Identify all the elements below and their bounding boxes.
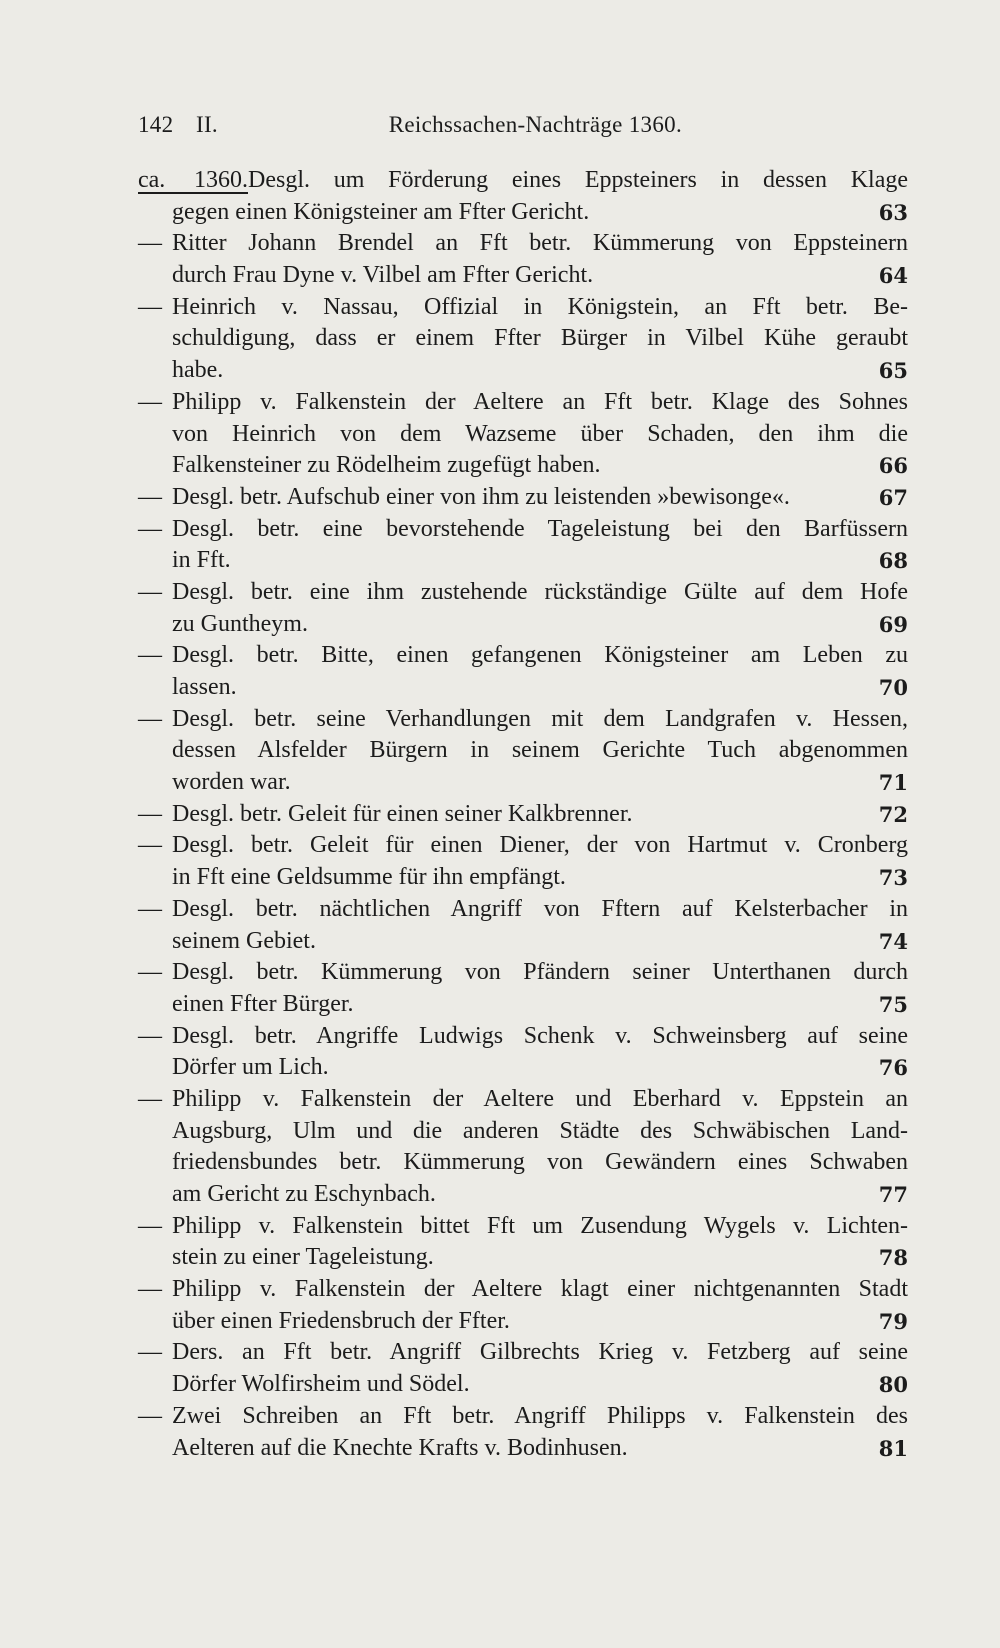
entry-text: durch Frau Dyne v. Vilbel am Ffter Gericht. <box>172 262 594 289</box>
entry-dash: — <box>138 1276 162 1303</box>
entry-line <box>138 197 908 229</box>
entry-number: 71 <box>878 770 908 796</box>
entry-text: einen Ffter Bürger. <box>172 990 354 1017</box>
register-entry <box>138 228 908 291</box>
entry-text: Ders. an Fft betr. Angriff Gilbrechts Krieg v. Fetzberg auf seine <box>172 1339 908 1366</box>
entry-number: 78 <box>878 1245 908 1271</box>
entry-text: stein zu einer Tageleistung. <box>172 1244 434 1271</box>
entry-line <box>138 1274 908 1306</box>
entry-line <box>138 482 908 514</box>
register-entry <box>138 830 908 893</box>
entry-line <box>138 1433 908 1465</box>
entry-line <box>138 260 908 292</box>
entry-line <box>138 767 908 799</box>
entry-line <box>138 165 908 197</box>
entry-text: in Fft. <box>172 547 231 574</box>
entry-text: Heinrich v. Nassau, Offizial in Königstein, an Fft betr. Be- <box>172 293 908 320</box>
entry-text: in Fft eine Geldsumme für ihn empfängt. <box>172 864 566 891</box>
register-entry <box>138 1337 908 1400</box>
entry-line <box>138 577 908 609</box>
entry-dash: — <box>138 578 162 605</box>
entry-text: habe. <box>172 357 224 384</box>
entry-line <box>138 989 908 1021</box>
entry-dash: — <box>138 705 162 732</box>
entry-dash: — <box>138 515 162 542</box>
entry-text: Augsburg, Ulm und die anderen Städte des Schwäbischen Land- <box>172 1117 908 1144</box>
register-entry <box>138 894 908 957</box>
entry-line <box>138 640 908 672</box>
entry-text: Philipp v. Falkenstein der Aeltere klagt einer nichtgenannten Stadt <box>172 1276 908 1303</box>
entry-line <box>138 1147 908 1179</box>
entry-text: seinem Gebiet. <box>172 927 316 954</box>
register-entry <box>138 1211 908 1274</box>
entry-text: Desgl. betr. seine Verhandlungen mit dem Landgrafen v. Hessen, <box>172 705 908 732</box>
entry-line <box>138 387 908 419</box>
entry-text: Desgl. betr. eine ihm zustehende rückständige Gülte auf dem Hofe <box>172 578 908 605</box>
entry-dash: — <box>138 1402 162 1429</box>
entry-text: Philipp v. Falkenstein der Aeltere und Eberhard v. Eppstein an <box>172 1085 908 1112</box>
entry-dash: — <box>138 1085 162 1112</box>
entry-line <box>138 672 908 704</box>
entry-text: Desgl. betr. Kümmerung von Pfändern seiner Unterthanen durch <box>172 959 908 986</box>
entry-line <box>138 1052 908 1084</box>
register-entry <box>138 1021 908 1084</box>
entry-line <box>138 735 908 767</box>
entry-dash: — <box>138 895 162 922</box>
entry-dash: — <box>138 230 162 257</box>
entry-number: 77 <box>878 1182 908 1207</box>
entry-line <box>138 830 908 862</box>
entry-line <box>138 704 908 736</box>
entry-number: 81 <box>878 1435 908 1461</box>
entry-text: Desgl. betr. Geleit für einen seiner Kalkbrenner. <box>172 800 633 827</box>
entry-line <box>138 292 908 324</box>
entry-line <box>138 862 908 894</box>
entry-text: Dörfer Wolfirsheim und Södel. <box>172 1371 470 1398</box>
running-title: Reichssachen-Nachträge 1360. <box>388 112 682 137</box>
entry-line <box>138 228 908 260</box>
page-number: 142 <box>138 112 174 137</box>
entry-number: 69 <box>878 611 908 637</box>
entry-text: Aelteren auf die Knechte Krafts v. Bodinhusen. <box>172 1434 628 1461</box>
register-entry <box>138 1084 908 1211</box>
entry-text: Desgl. betr. Bitte, einen gefangenen Königsteiner am Leben zu <box>172 642 908 669</box>
entry-text: zu Guntheym. <box>172 610 308 637</box>
entry-dash: — <box>138 959 162 986</box>
register-entry <box>138 1274 908 1337</box>
entry-text: lassen. <box>172 674 237 700</box>
entry-line <box>138 1401 908 1433</box>
entry-dash: — <box>138 642 162 669</box>
entry-line <box>138 419 908 451</box>
entry-number: 63 <box>878 199 908 225</box>
entry-line <box>138 323 908 355</box>
entry-text: dessen Alsfelder Bürgern in seinem Gerichte Tuch abgenommen <box>172 737 908 764</box>
entry-line <box>138 1242 908 1274</box>
entry-dash: — <box>138 483 162 510</box>
entry-text: worden war. <box>172 769 291 796</box>
entry-line <box>138 609 908 641</box>
entry-line <box>138 799 908 831</box>
entry-line <box>138 926 908 958</box>
entry-number: 65 <box>878 358 908 384</box>
entry-number: 79 <box>878 1308 908 1334</box>
entry-text: Desgl. betr. Geleit für einen Diener, der von Hartmut v. Cronberg <box>172 832 908 859</box>
entry-text: Desgl. betr. Angriffe Ludwigs Schenk v. Schweinsberg auf seine <box>172 1022 908 1049</box>
entry-number: 74 <box>878 928 908 954</box>
register-entry <box>138 482 908 514</box>
entry-text: Philipp v. Falkenstein der Aeltere an Fft betr. Klage des Sohnes <box>172 388 908 415</box>
register-entry <box>138 957 908 1020</box>
entry-text: Desgl. um Förderung eines Eppsteiners in dessen Klage <box>248 167 908 193</box>
entry-dash: — <box>138 1339 162 1366</box>
entry-text: Desgl. betr. nächtlichen Angriff von Fftern auf Kelsterbacher in <box>172 895 908 922</box>
entry-text: Desgl. betr. Aufschub einer von ihm zu leistenden »bewisonge«. <box>172 483 790 510</box>
entry-dash: — <box>138 1022 162 1049</box>
entry-number: 70 <box>878 675 908 700</box>
register-entry <box>138 1401 908 1464</box>
entry-number: 75 <box>878 991 908 1017</box>
entry-text: Zwei Schreiben an Fft betr. Angriff Philipps v. Falkenstein des <box>172 1402 908 1429</box>
entry-text: über einen Friedensbruch der Ffter. <box>172 1307 510 1334</box>
entry-number: 64 <box>878 263 908 289</box>
entry-text: friedensbundes betr. Kümmerung von Gewändern eines Schwaben <box>172 1149 908 1176</box>
entry-number: 67 <box>878 484 908 510</box>
entry-number: 76 <box>878 1055 908 1081</box>
entry-text: Philipp v. Falkenstein bittet Fft um Zusendung Wygels v. Lichten- <box>172 1212 908 1239</box>
entry-line <box>138 1306 908 1338</box>
register-entry <box>138 577 908 640</box>
entry-dash: — <box>138 832 162 859</box>
entry-text: schuldigung, dass er einem Ffter Bürger in Vilbel Kühe geraubt <box>172 325 908 352</box>
register-entry <box>138 514 908 577</box>
register-entry <box>138 799 908 831</box>
entry-text: Desgl. betr. eine bevorstehende Tageleistung bei den Barfüssern <box>172 515 908 542</box>
entry-text: Ritter Johann Brendel an Fft betr. Kümmerung von Eppsteinern <box>172 230 908 257</box>
register-entry <box>138 704 908 799</box>
entry-number: 80 <box>878 1372 908 1398</box>
entry-dash: — <box>138 293 162 320</box>
entry-line <box>138 450 908 482</box>
entry-line <box>138 1116 908 1148</box>
entry-line <box>138 1211 908 1243</box>
register-entry <box>138 165 908 228</box>
entry-line <box>138 957 908 989</box>
entry-text: gegen einen Königsteiner am Ffter Gericht. <box>172 198 590 225</box>
entry-line <box>138 1021 908 1053</box>
volume-number: II. <box>196 112 218 137</box>
register-entry <box>138 292 908 387</box>
entry-number: 68 <box>878 548 908 574</box>
entry-number: 66 <box>878 453 908 479</box>
entry-text: von Heinrich von dem Wazseme über Schaden, den ihm die <box>172 420 908 447</box>
entry-number: 72 <box>878 801 908 827</box>
entry-dash: — <box>138 800 162 827</box>
entry-line <box>138 894 908 926</box>
entry-line <box>138 514 908 546</box>
entry-text: Falkensteiner zu Rödelheim zugefügt haben. <box>172 452 601 479</box>
entry-line <box>138 355 908 387</box>
entry-line <box>138 545 908 577</box>
register-entry <box>138 387 908 482</box>
running-head <box>138 112 682 144</box>
entry-line <box>138 1337 908 1369</box>
entry-line <box>138 1369 908 1401</box>
entry-line <box>138 1179 908 1211</box>
entry-text: Dörfer um Lich. <box>172 1054 329 1081</box>
entry-date: ca. 1360. <box>138 167 248 193</box>
register-entry <box>138 640 908 703</box>
entry-line <box>138 1084 908 1116</box>
entry-dash: — <box>138 1212 162 1239</box>
entry-dash: — <box>138 388 162 415</box>
register-entries <box>138 165 908 1464</box>
entry-text: am Gericht zu Eschynbach. <box>172 1181 436 1207</box>
entry-number: 73 <box>878 865 908 891</box>
